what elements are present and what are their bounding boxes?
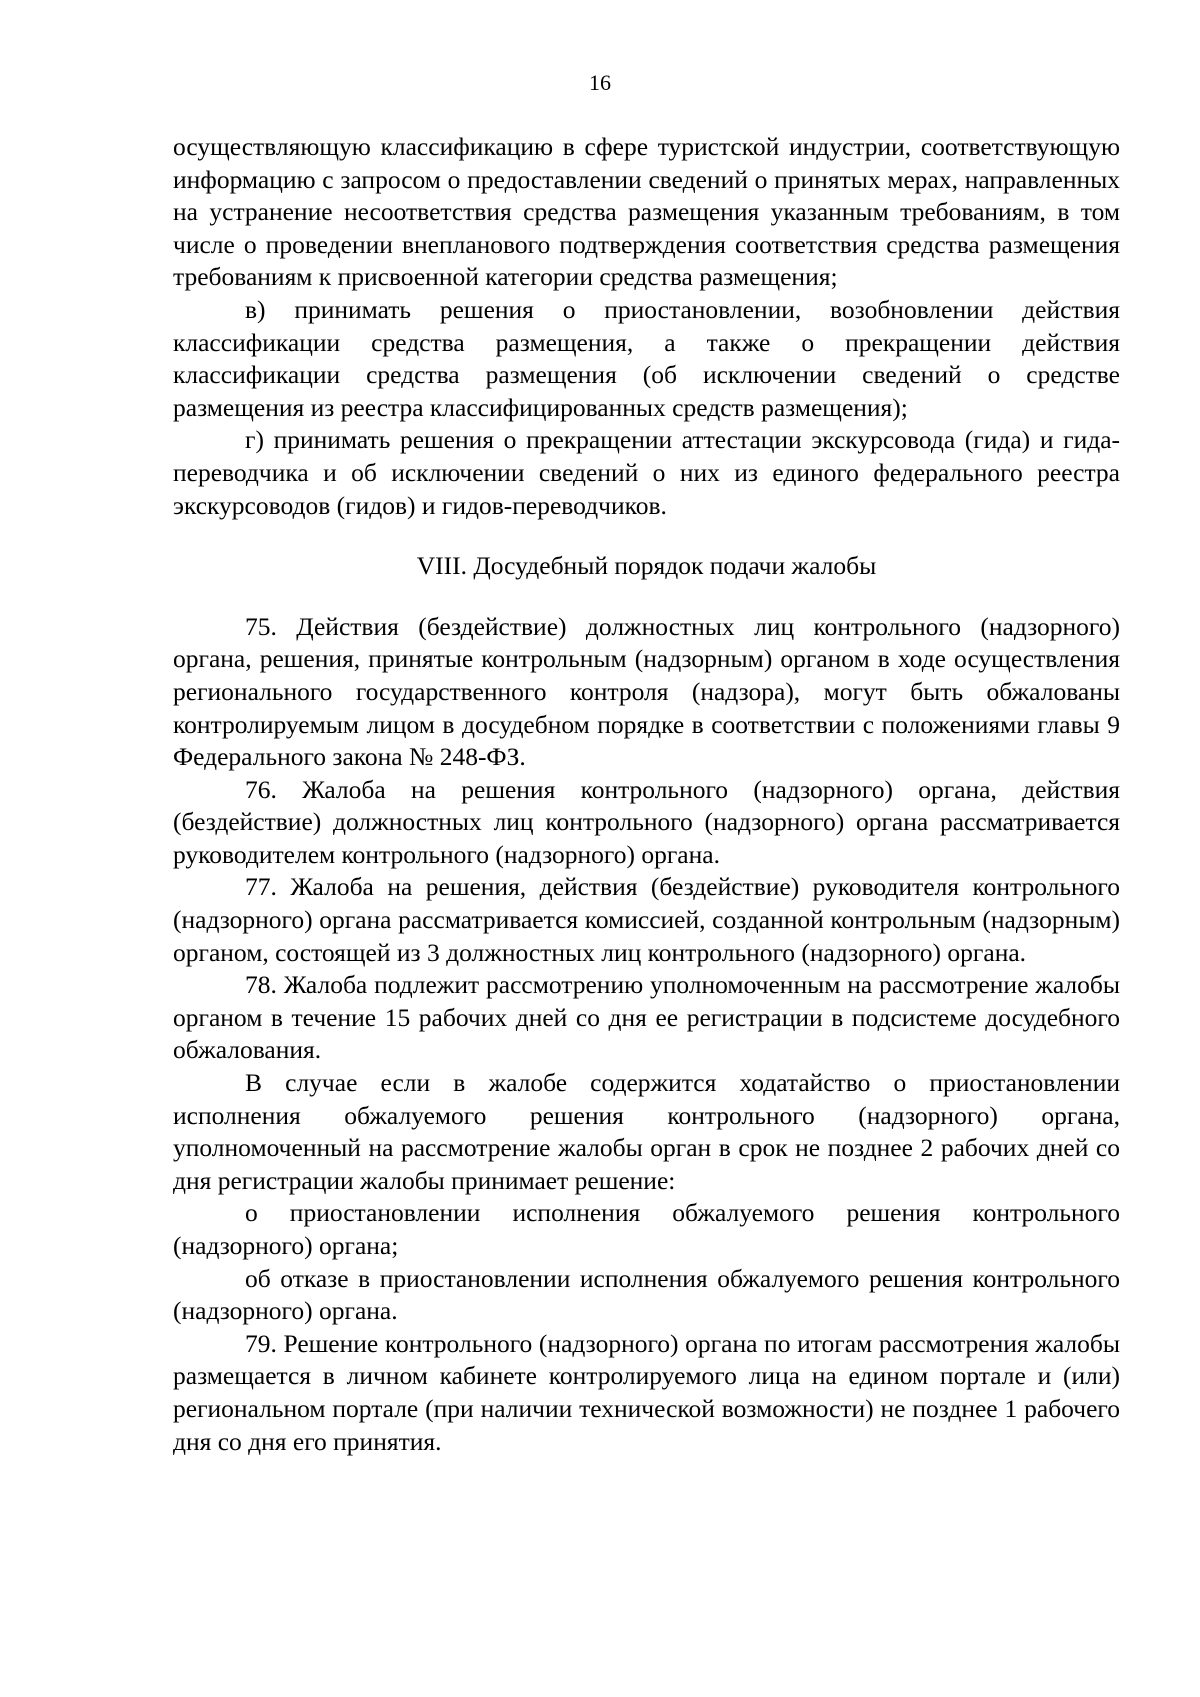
paragraph-continuation: осуществляющую классификацию в сфере туристской индустрии, соответствующую информацию с запросом о предоставлении сведений о принятых мерах, направленных на устранение несоответствия средства размещения указанным требованиям, в том числе о проведении внепланового подтверждения соответствия средства размещения требованиям к присвоенной категории средства размещения; <box>173 132 1120 292</box>
paragraph-76: 76. Жалоба на решения контрольного (надзорного) органа, действия (бездействие) должностных лиц контрольного (надзорного) органа рассматривается руководителем контрольного (надзорного) органа. <box>173 774 1120 869</box>
page-number: 16 <box>589 70 611 95</box>
paragraph-79: 79. Решение контрольного (надзорного) органа по итогам рассмотрения жалобы размещается в личном кабинете контролируемого лица на едином портале и (или) региональном портале (при наличии технической возможности) не позднее 1 рабочего дня со дня его принятия. <box>173 1328 1120 1456</box>
paragraph-item-v: в) принимать решения о приостановлении, возобновлении действия классификации средства размещения, а также о прекращении действия классификации средства размещения (об исключении сведений о средстве размещения из реестра классифицированных средств размещения); <box>173 294 1120 422</box>
paragraph-78-option-suspend: о приостановлении исполнения обжалуемого решения контрольного (надзорного) органа; <box>173 1198 1120 1260</box>
paragraph-item-g: г) принимать решения о прекращении аттестации экскурсовода (гида) и гида-переводчика и об исключении сведений о них из единого федерального реестра экскурсоводов (гидов) и гидов-переводчиков. <box>173 425 1120 520</box>
paragraph-78-option-refuse: об отказе в приостановлении исполнения обжалуемого решения контрольного (надзорного) органа. <box>173 1263 1120 1326</box>
document-body <box>173 131 1120 1458</box>
paragraph-75: 75. Действия (бездействие) должностных лиц контрольного (надзорного) органа, решения, принятые контрольным (надзорным) органом в ходе осуществления регионального государственного контроля (надзора), могут быть обжалованы контролируемым лицом в досудебном порядке в соответствии с положениями главы 9 Федерального закона № 248-ФЗ. <box>173 611 1120 772</box>
paragraph-78: 78. Жалоба подлежит рассмотрению уполномоченным на рассмотрение жалобы органом в течение 15 рабочих дней со дня ее регистрации в подсистеме досудебного обжалования. <box>173 970 1120 1065</box>
paragraph-78-suspension: В случае если в жалобе содержится ходатайство о приостановлении исполнения обжалуемого решения контрольного (надзорного) органа, уполномоченный на рассмотрение жалобы орган в срок не позднее 2 рабочих дней со дня регистрации жалобы принимает решение: <box>173 1068 1120 1195</box>
paragraph-77: 77. Жалоба на решения, действия (бездействие) руководителя контрольного (надзорного) органа рассматривается комиссией, созданной контрольным (надзорным) органом, состоящей из 3 должностных лиц контрольного (надзорного) органа. <box>173 872 1120 967</box>
section-heading: VIII. Досудебный порядок подачи жалобы <box>416 551 877 581</box>
